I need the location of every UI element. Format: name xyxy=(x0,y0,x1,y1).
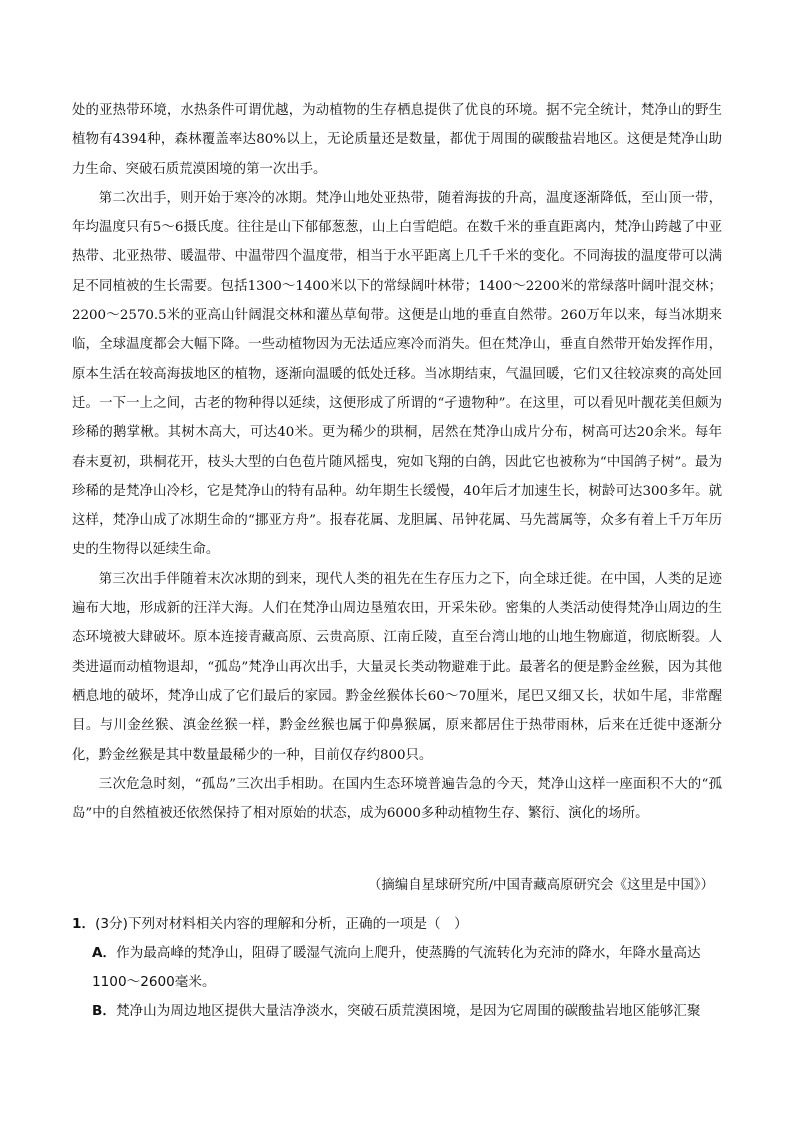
paragraph-2: 第二次出手，则开始于寒冷的冰期。梵净山地处亚热带，随着海拔的升高，温度逐渐降低，至山顶一带，年均温度只有5～6摄氏度。往往是山下郁郁葱葱，山上白雪皑皑。在数千米的垂直距离内，梵净山跨越了中亚热带、北亚热带、暖温带、中温带四个温度带，相当于水平距离上几千千米的变化。不同海拔的温度带可以满足不同植被的生长需要。包括1300～1400米以下的常绿阔叶林带；1400～2200米的常绿落叶阔叶混交林；2200～2570.5米的亚高山针阔混交林和灌丛草甸带。这便是山地的垂直自然带。260万年以来，每当冰期来临，全球温度都会大幅下降。一些动植物因为无法适应寒冷而消失。但在梵净山，垂直自然带开始发挥作用，原本生活在较高海拔地区的植物，逐渐向温暖的低处迁移。当冰期结束，气温回暖，它们又往较凉爽的高处回迁。一下一上之间，古老的物种得以延续，这便形成了所谓的“孑遗物种”。在这里，可以看见叶靓花美但颇为珍稀的鹅掌楸。其树木高大，可达40米。更为稀少的珙桐，居然在梵净山成片分布，树高可达20余米。每年春末夏初，珙桐花开，枝头大型的白色苞片随风摇曳，宛如飞翔的白鸽，因此它也被称为“中国鸽子树”。最为珍稀的是梵净山冷杉，它是梵净山的特有品种。幼年期生长缓慢，40年后才加速生长，树龄可达300多年。就这样，梵净山成了冰期生命的“挪亚方舟”。报春花属、龙胆属、吊钟花属、马先蒿属等，众多有着上千万年历史的生物得以延续生命。 xyxy=(72,190,722,558)
question-stem xyxy=(72,910,722,939)
option-letter: A． xyxy=(92,945,117,961)
paragraph-4: 三次危急时刻，“孤岛”三次出手相助。在国内生态环境普遍告急的今天，梵净山这样一座面积不大的“孤岛”中的自然植被还依然保持了相对原始的状态，成为6000多种动植物生存、繁衍、演化的场所。 xyxy=(72,776,722,822)
question-number: 1． xyxy=(72,916,96,932)
option-letter: B． xyxy=(92,1003,116,1019)
option-b[interactable] xyxy=(72,997,722,1026)
option-a[interactable] xyxy=(72,939,722,997)
question-score: (3分) xyxy=(95,916,128,932)
question-block xyxy=(72,910,722,1026)
question-text: 下列对材料相关内容的理解和分析，正确的一项是（ ） xyxy=(127,916,468,932)
source-citation: （摘编自星球研究所/中国青藏高原研究会《这里是中国》） xyxy=(368,878,714,893)
option-text: 梵净山为周边地区提供大量洁净淡水，突破石质荒漠困境，是因为它周围的碳酸盐岩地区能够汇聚 xyxy=(115,1003,701,1019)
paragraph-3: 第三次出手伴随着末次冰期的到来，现代人类的祖先在生存压力之下，向全球迁徙。在中国，人类的足迹遍布大地，形成新的汪洋大海。人们在梵净山周边垦殖农田，开采朱砂。密集的人类活动使得梵净山周边的生态环境被大肆破坏。原本连接青藏高原、云贵高原、江南丘陵，直至台湾山地的山地生物廊道，彻底断裂。人类进逼而动植物退却，“孤岛”梵净山再次出手，大量灵长类动物避难于此。最著名的便是黔金丝猴，因为其他栖息地的破坏，梵净山成了它们最后的家园。黔金丝猴体长60～70厘米，尾巴又细又长，状如牛尾，非常醒目。与川金丝猴、滇金丝猴一样，黔金丝猴也属于仰鼻猴属，原来都居住于热带雨林，后来在迁徙中逐渐分化，黔金丝猴是其中数量最稀少的一种，目前仅存约800只。 xyxy=(72,571,722,763)
reading-passage xyxy=(72,96,722,828)
option-text: 作为最高峰的梵净山，阻碍了暖湿气流向上爬升，使蒸腾的气流转化为充沛的降水，年降水量高达1100～2600毫米。 xyxy=(92,945,701,990)
paragraph-1: 处的亚热带环境，水热条件可谓优越，为动植物的生存栖息提供了优良的环境。据不完全统计，梵净山的野生植物有4394种，森林覆盖率达80%以上，无论质量还是数量，都优于周围的碳酸盐岩地区。这便是梵净山助力生命、突破石质荒漠困境的第一次出手。 xyxy=(72,103,722,177)
